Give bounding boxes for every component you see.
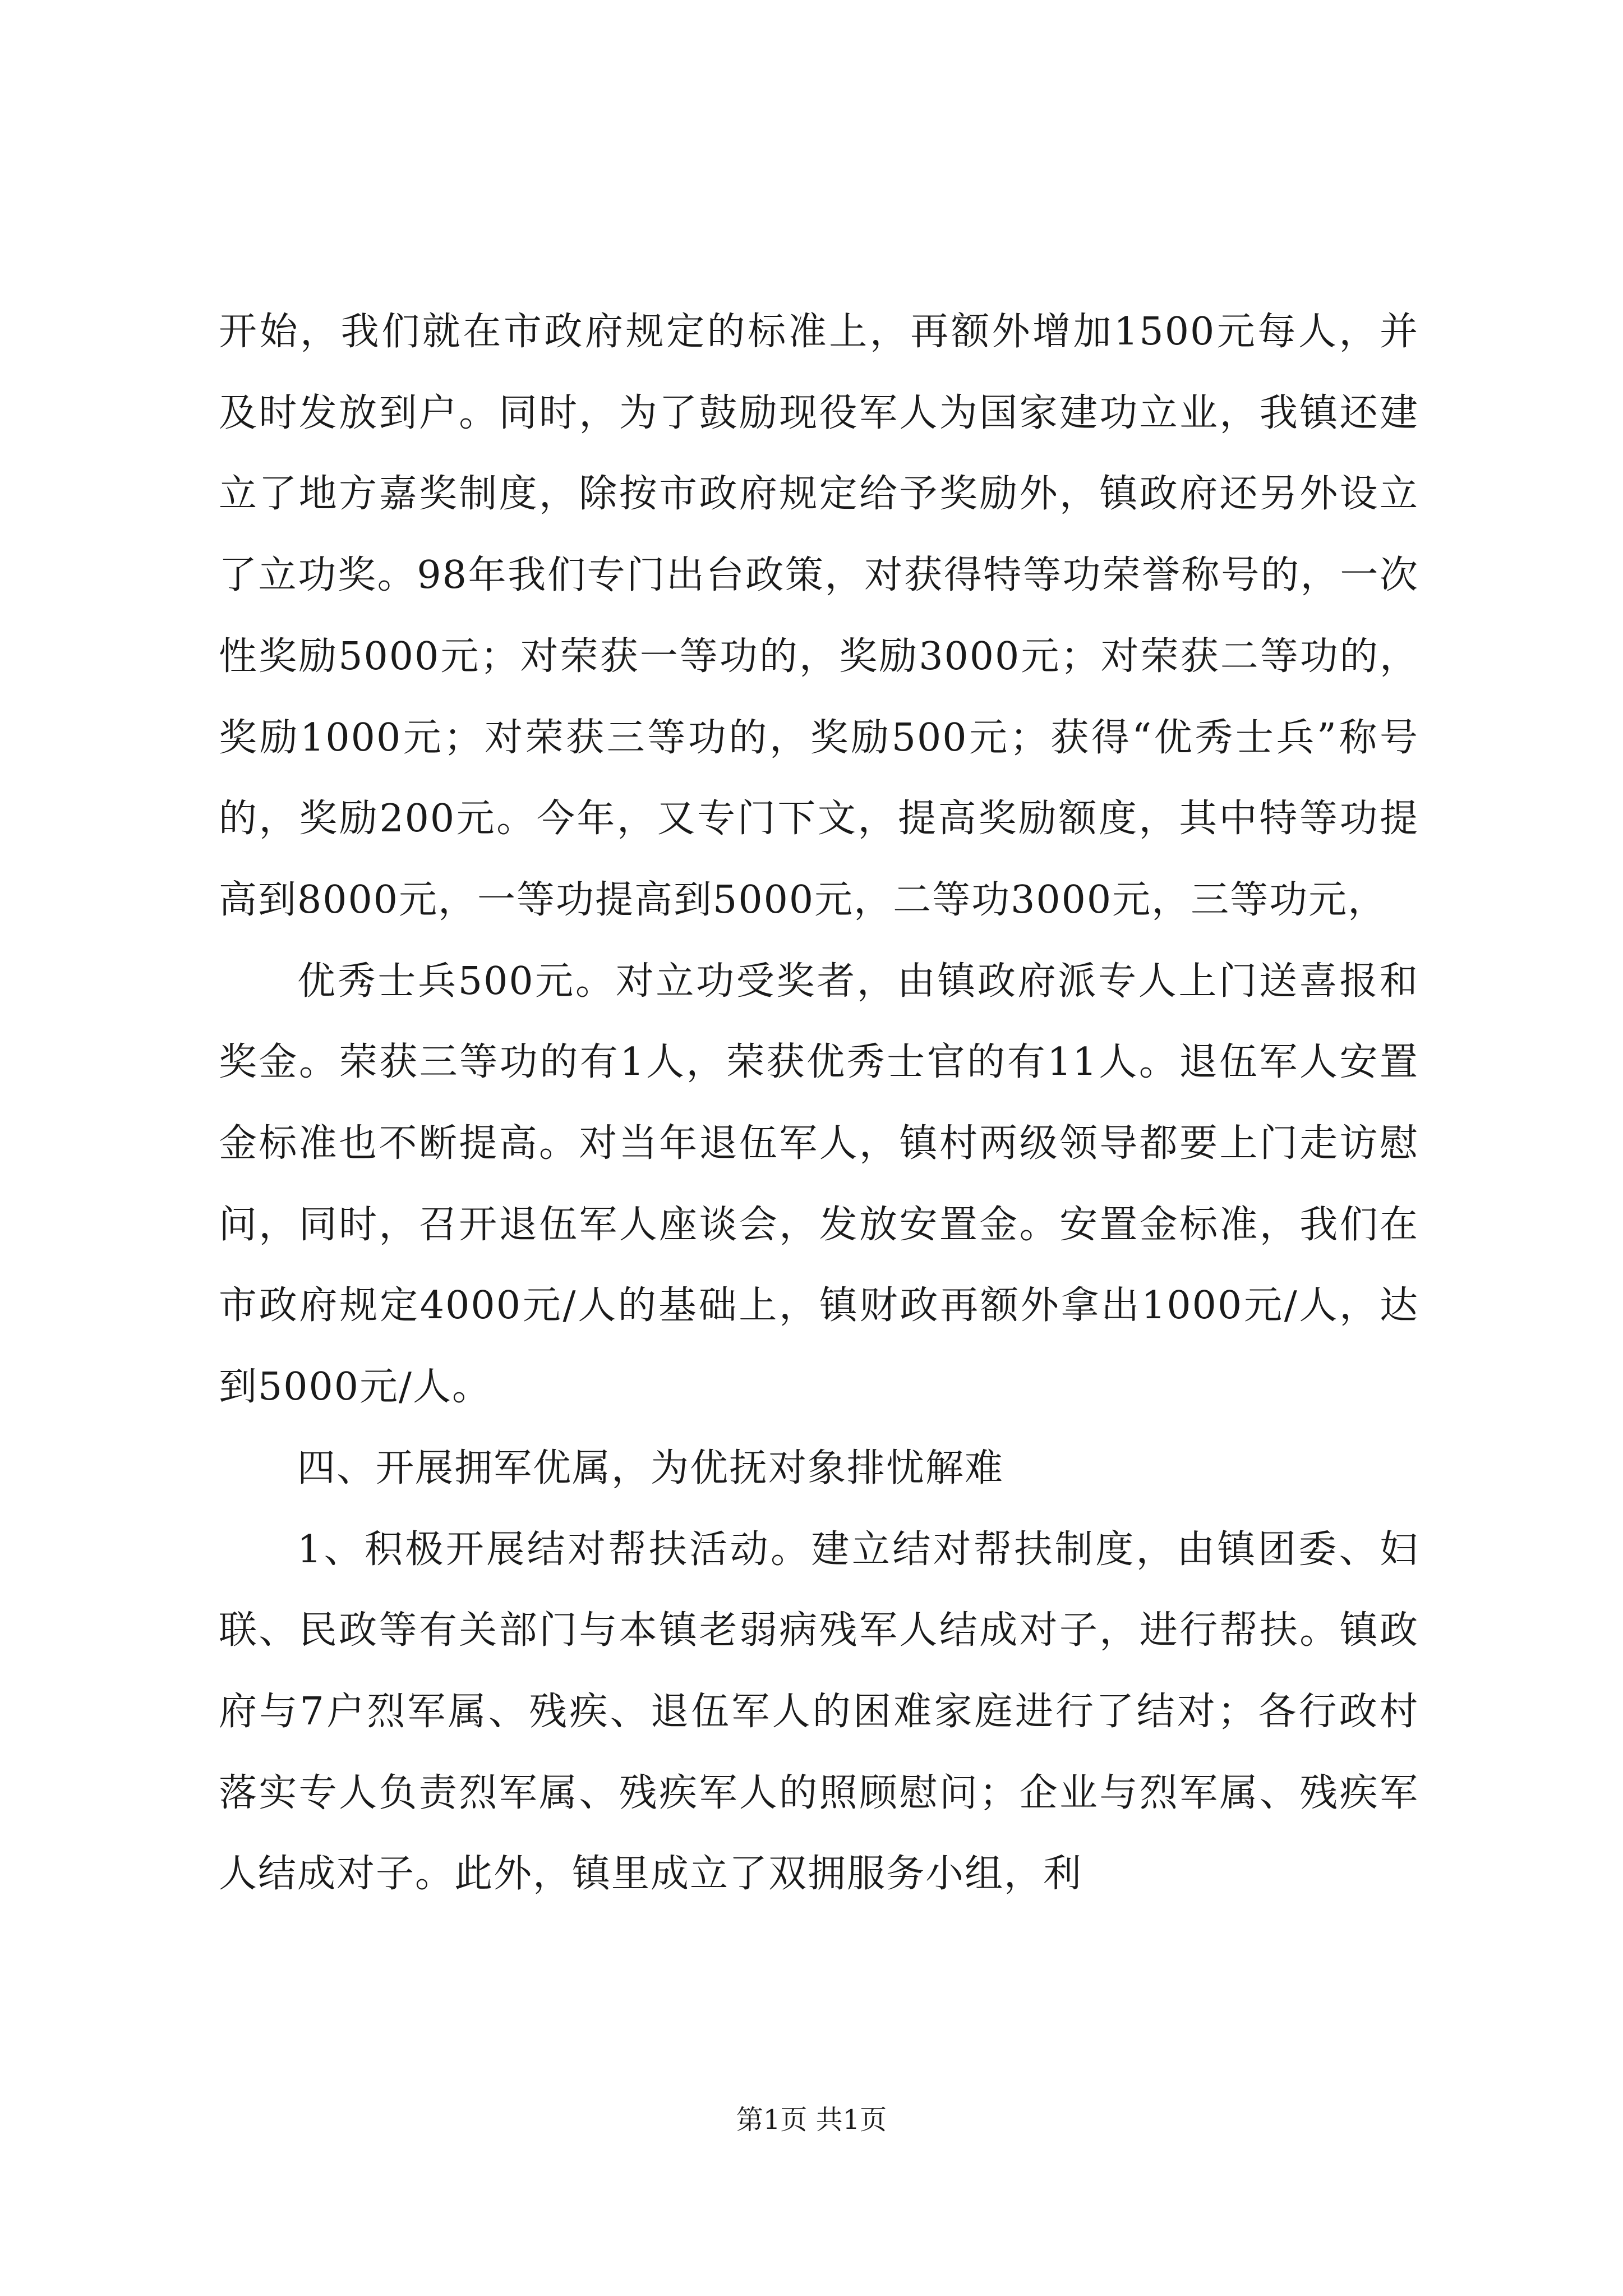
paragraph-2: 优秀士兵500元。对立功受奖者，由镇政府派专人上门送喜报和奖金。荣获三等功的有1人，荣获优秀士官的有11人。退伍军人安置金标准也不断提高。对当年退伍军人，镇村两级领导都要上门走访慰问，同时，召开退伍军人座谈会，发放安置金。安置金标准，我们在市政府规定4000元/人的基础上，镇财政再额外拿出1000元/人，达到5000元/人。 (219, 959, 1419, 1410)
section-heading: 四、开展拥军优属，为优抚对象排忧解难 (297, 1446, 1004, 1490)
page-number-footer: 第1页 共1页 (736, 2104, 887, 2136)
paragraph-3: 1、积极开展结对帮扶活动。建立结对帮扶制度，由镇团委、妇联、民政等有关部门与本镇老弱病残军人结成对子，进行帮扶。镇政府与7户烈军属、残疾、退伍军人的困难家庭进行了结对；各行政村落实专人负责烈军属、残疾军人的照顾慰问；企业与烈军属、残疾军人结成对子。此外，镇里成立了双拥服务小组，利 (219, 1527, 1419, 1897)
paragraph-1: 开始，我们就在市政府规定的标准上，再额外增加1500元每人，并及时发放到户。同时，为了鼓励现役军人为国家建功立业，我镇还建立了地方嘉奖制度，除按市政府规定给予奖励外，镇政府还另外设立了立功奖。98年我们专门出台政策，对获得特等功荣誉称号的，一次性奖励5000元；对荣获一等功的，奖励3000元；对荣获二等功的，奖励1000元；对荣获三等功的，奖励500元；获得“优秀士兵”称号的，奖励200元。今年，又专门下文，提高奖励额度，其中特等功提高到8000元，一等功提高到5000元，二等功3000元，三等功元， (219, 310, 1419, 922)
document-body (219, 292, 1419, 1915)
